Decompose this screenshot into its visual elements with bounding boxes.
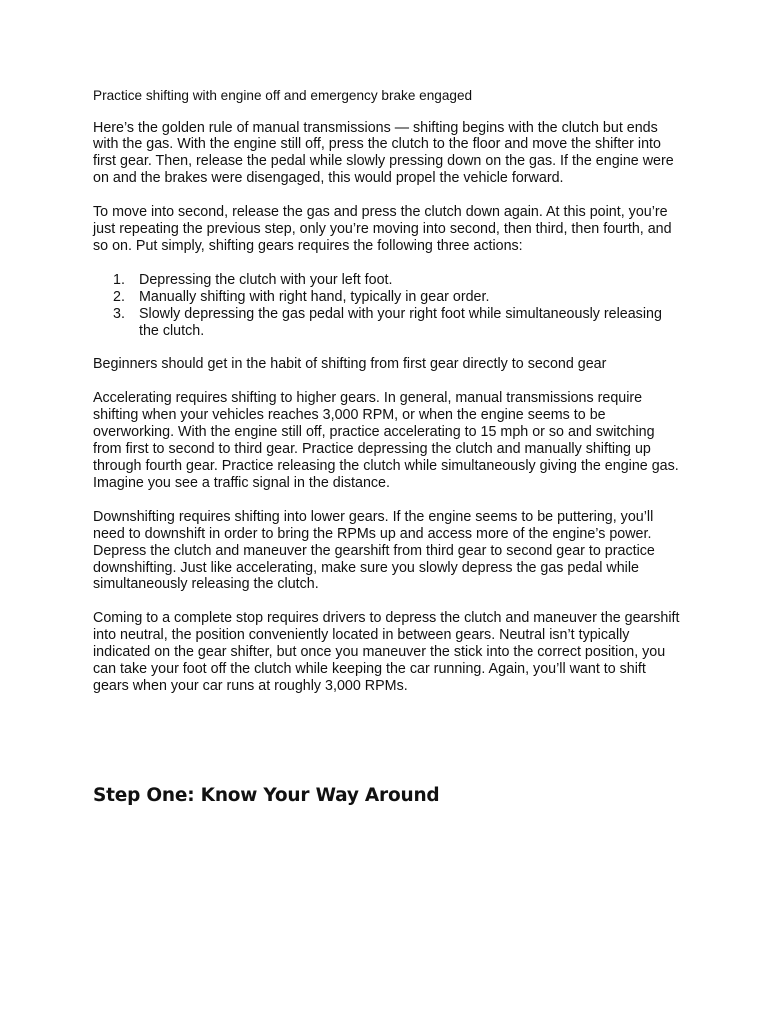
paragraph-second-gear: To move into second, release the gas and press the clutch down again. At this point, you’re just repeating the previous step, only you’re moving into second, then third, then fourth, and so on. Put simply, shifting gears requires the following three actions: bbox=[93, 204, 672, 254]
list-item-text: Slowly depressing the gas pedal with your right foot while simultaneously releasing the clutch. bbox=[139, 305, 662, 339]
document-body bbox=[93, 88, 683, 712]
list-item-number: 1. bbox=[113, 271, 125, 288]
list-item bbox=[93, 306, 683, 340]
list-item-number: 2. bbox=[113, 288, 125, 305]
paragraph-golden-rule: Here’s the golden rule of manual transmissions — shifting begins with the clutch but ends with the gas. With the engine still off, press the clutch to the floor and move the shifter into first gear. Then, release the pedal while slowly pressing down on the gas. If the engine were on and the brakes were disengaged, this would propel the vehicle forward. bbox=[93, 119, 674, 187]
list-item bbox=[93, 289, 683, 306]
paragraph-complete-stop: Coming to a complete stop requires drivers to depress the clutch and maneuver the gearshift into neutral, the position conveniently located in between gears. Neutral isn’t typically indicated on the gear shifter, but once you maneuver the stick into the correct position, you can take your foot off the clutch while keeping the car running. Again, you’ll want to shift gears when your car runs at roughly 3,000 RPMs. bbox=[93, 610, 680, 694]
list-item-text: Manually shifting with right hand, typically in gear order. bbox=[139, 288, 490, 305]
step-one-heading: Step One: Know Your Way Around bbox=[93, 785, 440, 806]
list-item-number: 3. bbox=[113, 305, 125, 322]
list-item-text: Depressing the clutch with your left foot. bbox=[139, 271, 393, 288]
section-subtitle: Practice shifting with engine off and emergency brake engaged bbox=[93, 88, 473, 103]
paragraph-accelerating: Accelerating requires shifting to higher gears. In general, manual transmissions require shifting when your vehicles reaches 3,000 RPM, or when the engine seems to be overworking. With the engine still off, practice accelerating to 15 mph or so and switching from first to second to third gear. Practice depressing the clutch and manually shifting up through fourth gear. Practice releasing the clutch while simultaneously giving the engine gas. Imagine you see a traffic signal in the distance. bbox=[93, 390, 679, 491]
list-item bbox=[93, 272, 683, 289]
shifting-steps-list bbox=[93, 272, 683, 340]
paragraph-beginners: Beginners should get in the habit of shifting from first gear directly to second gear bbox=[93, 356, 607, 373]
paragraph-downshifting: Downshifting requires shifting into lower gears. If the engine seems to be puttering, you’ll need to downshift in order to bring the RPMs up and access more of the engine’s power. Depress the clutch and maneuver the gearshift from third gear to second gear to practice downshifting. Just like accelerating, make sure you slowly depress the gas pedal while simultaneously releasing the clutch. bbox=[93, 508, 655, 593]
